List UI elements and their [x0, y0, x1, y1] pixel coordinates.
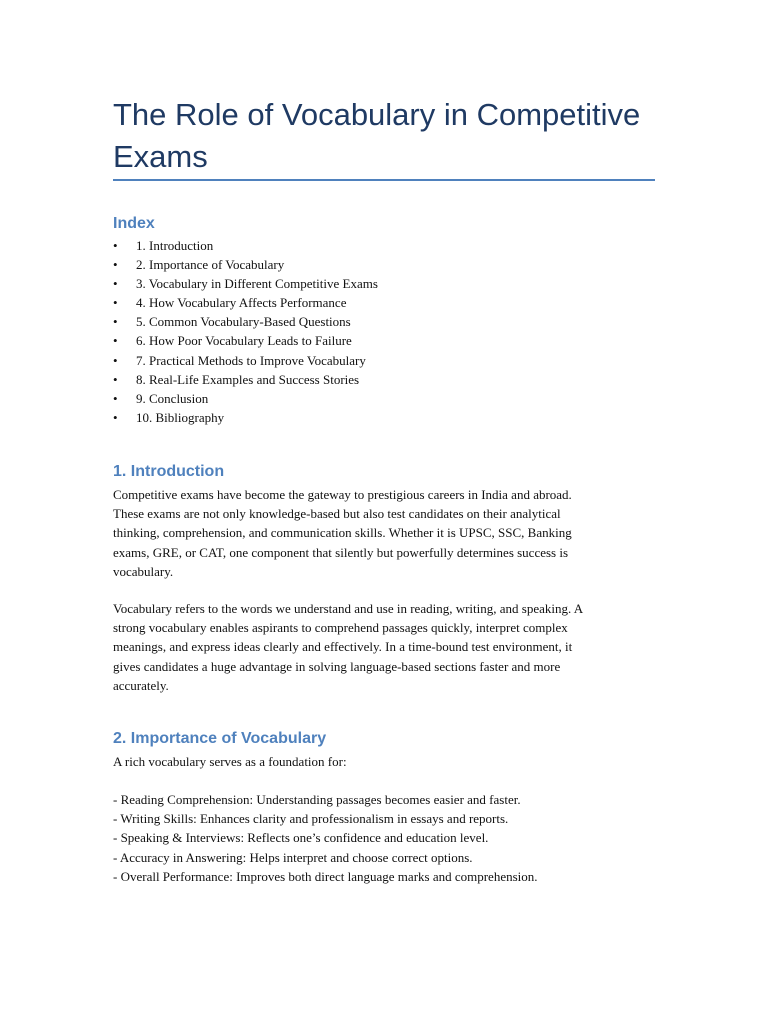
- introduction-heading: 1. Introduction: [113, 463, 225, 480]
- importance-points: [113, 790, 643, 886]
- introduction-paragraph-2: [113, 599, 643, 695]
- importance-intro: A rich vocabulary serves as a foundation for:: [113, 754, 347, 769]
- bullet-icon: •: [113, 314, 118, 330]
- index-item: [113, 274, 378, 293]
- paragraph-line: gives candidates a huge advantage in solving language-based sections faster and more: [113, 658, 561, 674]
- index-item-label: 4. How Vocabulary Affects Performance: [136, 295, 347, 311]
- index-item-label: 5. Common Vocabulary-Based Questions: [136, 314, 351, 330]
- bullet-icon: •: [113, 295, 118, 311]
- bullet-icon: •: [113, 333, 118, 349]
- index-item: [113, 312, 378, 331]
- index-item-label: 6. How Poor Vocabulary Leads to Failure: [136, 333, 352, 349]
- paragraph-line: These exams are not only knowledge-based but also test candidates on their analytical: [113, 506, 561, 522]
- paragraph-line: vocabulary.: [113, 563, 174, 579]
- introduction-paragraph-1: [113, 485, 643, 581]
- document-title: The Role of Vocabulary in Competitive Exams: [113, 97, 641, 174]
- importance-point: - Overall Performance: Improves both direct language marks and comprehension.: [113, 868, 538, 884]
- title-underline: [113, 179, 655, 181]
- index-item: [113, 293, 378, 312]
- bullet-icon: •: [113, 238, 118, 253]
- index-heading: Index: [113, 215, 155, 232]
- bullet-icon: •: [113, 390, 118, 406]
- bullet-icon: •: [113, 276, 118, 292]
- paragraph-line: thinking, comprehension, and communication skills. Whether it is UPSC, SSC, Banking: [113, 525, 572, 541]
- index-item: [113, 370, 378, 389]
- index-item: [113, 255, 378, 274]
- index-item-label: 8. Real-Life Examples and Success Stories: [136, 371, 360, 387]
- index-item: [113, 351, 378, 370]
- index-item: [113, 331, 378, 350]
- paragraph-line: meanings, and express ideas clearly and effectively. In a time-bound test environment, it: [113, 639, 573, 655]
- index-item: [113, 408, 378, 427]
- index-item-label: 2. Importance of Vocabulary: [136, 257, 285, 273]
- index-item-label: 7. Practical Methods to Improve Vocabulary: [136, 352, 366, 368]
- bullet-icon: •: [113, 257, 118, 273]
- index-item-label: 1. Introduction: [136, 238, 214, 253]
- importance-point: - Reading Comprehension: Understanding passages becomes easier and faster.: [113, 792, 521, 807]
- bullet-icon: •: [113, 352, 118, 368]
- bullet-icon: •: [113, 371, 118, 387]
- index-item-label: 9. Conclusion: [136, 390, 209, 406]
- paragraph-line: Vocabulary refers to the words we understand and use in reading, writing, and speaking. A: [113, 601, 584, 616]
- paragraph-line: accurately.: [113, 677, 169, 693]
- importance-point: - Writing Skills: Enhances clarity and professionalism in essays and reports.: [113, 811, 509, 827]
- bullet-icon: •: [113, 409, 118, 425]
- index-item: [113, 236, 378, 255]
- importance-heading: 2. Importance of Vocabulary: [113, 730, 327, 747]
- paragraph-line: strong vocabulary enables aspirants to comprehend passages quickly, interpret complex: [113, 620, 568, 636]
- index-list: [113, 236, 378, 427]
- paragraph-line: Competitive exams have become the gateway to prestigious careers in India and abroad.: [113, 487, 572, 502]
- index-item-label: 3. Vocabulary in Different Competitive Exams: [136, 276, 378, 292]
- paragraph-line: exams, GRE, or CAT, one component that silently but powerfully determines success is: [113, 544, 569, 560]
- importance-point: - Accuracy in Answering: Helps interpret and choose correct options.: [113, 849, 473, 865]
- index-item-label: 10. Bibliography: [136, 409, 225, 425]
- importance-point: - Speaking & Interviews: Reflects one’s confidence and education level.: [113, 830, 489, 846]
- index-item: [113, 389, 378, 408]
